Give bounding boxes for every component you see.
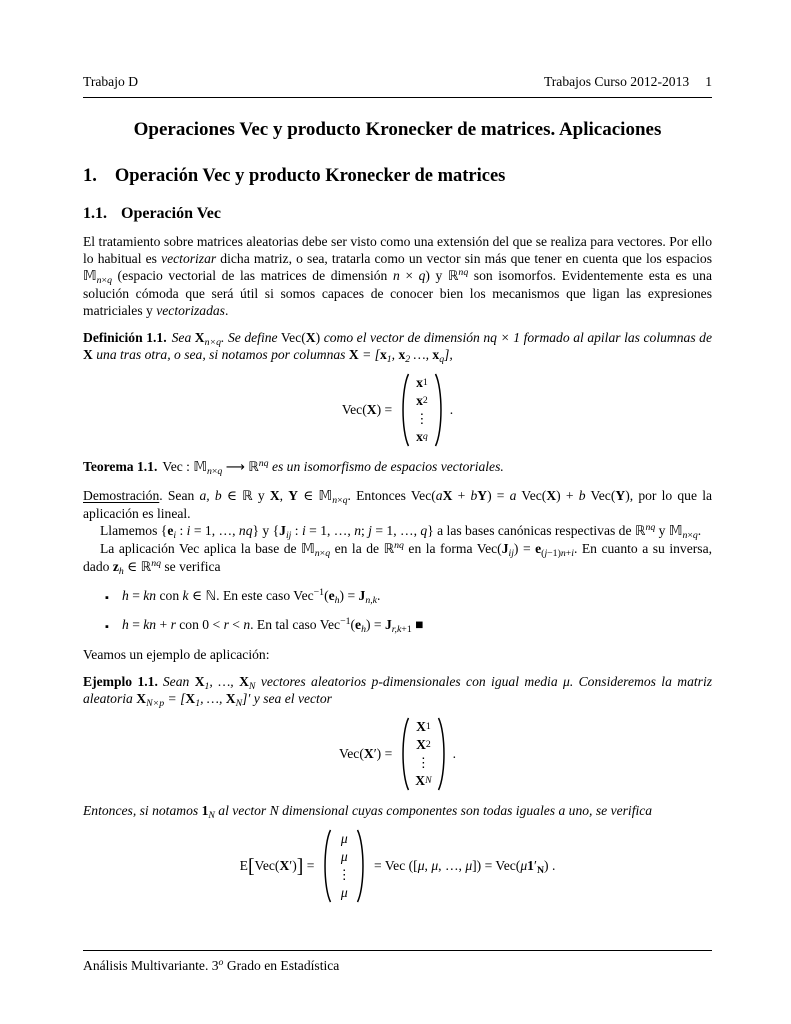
vdots-icon: ⋮ (415, 410, 429, 426)
vec-x-equation (83, 372, 712, 448)
vector-column (410, 718, 436, 790)
left-paren-icon (320, 828, 332, 904)
section-number: 1. (83, 165, 97, 186)
bullet-icon: ▪ (105, 620, 109, 633)
header-rule (83, 97, 712, 98)
equation-rhs: = Vec ([μ, μ, …, $\mu]) = Vec(\mu 1'_N)$ . (374, 857, 556, 876)
subsection-title: Operación Vec (121, 204, 221, 222)
vector-entry: μ (340, 848, 348, 864)
proof-block (83, 488, 712, 577)
vector-entry: x 2 (416, 392, 428, 408)
section-heading (83, 165, 712, 187)
list-item-text: h = kn + r con 0 < r < n. En tal caso $Vec^{-1}(e_h) = J_{r,k+1}$ ■ (122, 615, 424, 635)
vector-entry: X 2 (416, 736, 431, 752)
vec-xprime-equation (83, 716, 712, 792)
definition-label: Definición 1.1. (83, 330, 167, 346)
left-paren-icon (398, 372, 410, 448)
bullet-icon: ▪ (105, 591, 109, 604)
document-page (83, 74, 712, 908)
equation-lhs: Vec(X′) = (338, 745, 393, 761)
right-paren-icon (437, 716, 449, 792)
subsection-heading (83, 204, 712, 223)
vector-entry: X N (415, 772, 432, 788)
vector-column (410, 374, 434, 446)
case-list (105, 588, 712, 636)
list-item (105, 588, 712, 607)
proof-paragraph-3: La aplicación Vec aplica la base de 𝕄$_{n\times q}$ en la de ℝ$^{nq}$ en la forma $Vec(J_{ij}) = e_{(j-1)n+i}$. En cuanto a su inversa, dado $z_h$ ∈ ℝ$^{nq}$ se verifica (83, 539, 712, 577)
definition-paragraph (83, 330, 712, 364)
vector-entry: x q (416, 428, 428, 444)
theorem-label: Teorema 1.1. (83, 459, 158, 475)
equation-lhs: Vec(X) = (341, 401, 393, 417)
definition-body: Sea $X_{n\times q}$. Se define Vec(X) como el vector de dimensión nq × 1 formado al apilar las columnas de X una tras otra, o sea, si notamos por columnas $X = [x_1$, $x_2$ …, $x_q$], (83, 330, 712, 366)
expectation-equation (83, 828, 712, 904)
list-item (105, 617, 712, 636)
header-right-group (544, 74, 712, 91)
example-paragraph (83, 674, 712, 708)
footer-rule (83, 950, 712, 951)
page-footer (83, 950, 712, 974)
header-right: Trabajos Curso 2012-2013 (543, 74, 690, 89)
example-body: Sean $X_1$, …, $X_N$ vectores aleatorios p-dimensionales con igual media μ. Consideremos la matriz aleatoria $X_{N\times p} = [X_1$, …, $X_N]'$ y sea el vector (83, 674, 713, 710)
equation-period: . (449, 401, 454, 417)
vector-entry: X 1 (416, 718, 431, 734)
proof-paragraph-1: Demostración. Sean a, b ∈ ℝ y X, Y ∈ 𝕄$_{n\times q}$. Entonces Vec(aX + bY) = a Vec(X) + b Vec(Y), por lo que la aplicación es lineal. (83, 488, 713, 522)
header-left: Trabajo D (83, 74, 139, 89)
subsection-number: 1.1. (83, 204, 107, 222)
page-number: 1 (705, 74, 712, 89)
right-paren-icon (434, 372, 446, 448)
proof-paragraph-2: Llamemos {$e_i$ : i = 1, …, nq} y {$J_{ij}$ : i = 1, …, n; j = 1, …, q} a las bases canónicas respectivas de ℝ$^{nq}$ y 𝕄$_{n\times q}$. (100, 522, 702, 541)
example-continuation: Entonces, si notamos $1_N$ al vector N dimensional cuyas componentes son todas iguales a uno, se verifica (83, 803, 653, 822)
right-paren-icon (356, 828, 368, 904)
left-paren-icon (398, 716, 410, 792)
footer-text: Análisis Multivariante. 3$^o$ Grado en Estadística (83, 957, 340, 973)
theorem-body: Vec : 𝕄$_{n\times q}$ ⟶ ℝ$^{nq}$ es un isomorfismo de espacios vectoriales. (162, 458, 504, 478)
vdots-icon: ⋮ (337, 866, 352, 882)
vector-entry: μ (340, 830, 348, 846)
vdots-icon: ⋮ (416, 754, 431, 770)
equation-period: . (452, 745, 457, 761)
equation-lhs: E[Vec(X′)] = (239, 855, 315, 878)
example-label: Ejemplo 1.1. (83, 674, 158, 690)
list-item-text: h = kn con k ∈ ℕ. En este caso $Vec^{-1}(e_h) = J_{n,k}$. (122, 586, 381, 606)
vector-entry: μ (340, 884, 348, 900)
vector-column (332, 830, 356, 902)
page-header (83, 74, 712, 91)
intro-paragraph: El tratamiento sobre matrices aleatorias debe ser visto como una extensión del que se realiza para vectores. Por ello lo habitual es vectorizar dicha matriz, o sea, tratarla como un vector sin más que tener en cuenta que los espacios 𝕄$_{n\times q}$ (espacio vectorial de las matrices de dimensión n × q) y ℝ$^{nq}$ son isomorfos. Evidentemente esta es una solución cómoda que será útil si somos capaces de conocer bien los mecanismos que ligan las expresiones matriciales y vectorizadas. (83, 233, 712, 318)
section-title: Operación Vec y producto Kronecker de matrices (114, 165, 506, 186)
theorem-paragraph (83, 459, 712, 477)
document-title: Operaciones Vec y producto Kronecker de matrices. Aplicaciones (133, 118, 662, 140)
lead-in-text: Veamos un ejemplo de aplicación: (83, 646, 270, 662)
vector-entry: x 1 (416, 374, 428, 390)
